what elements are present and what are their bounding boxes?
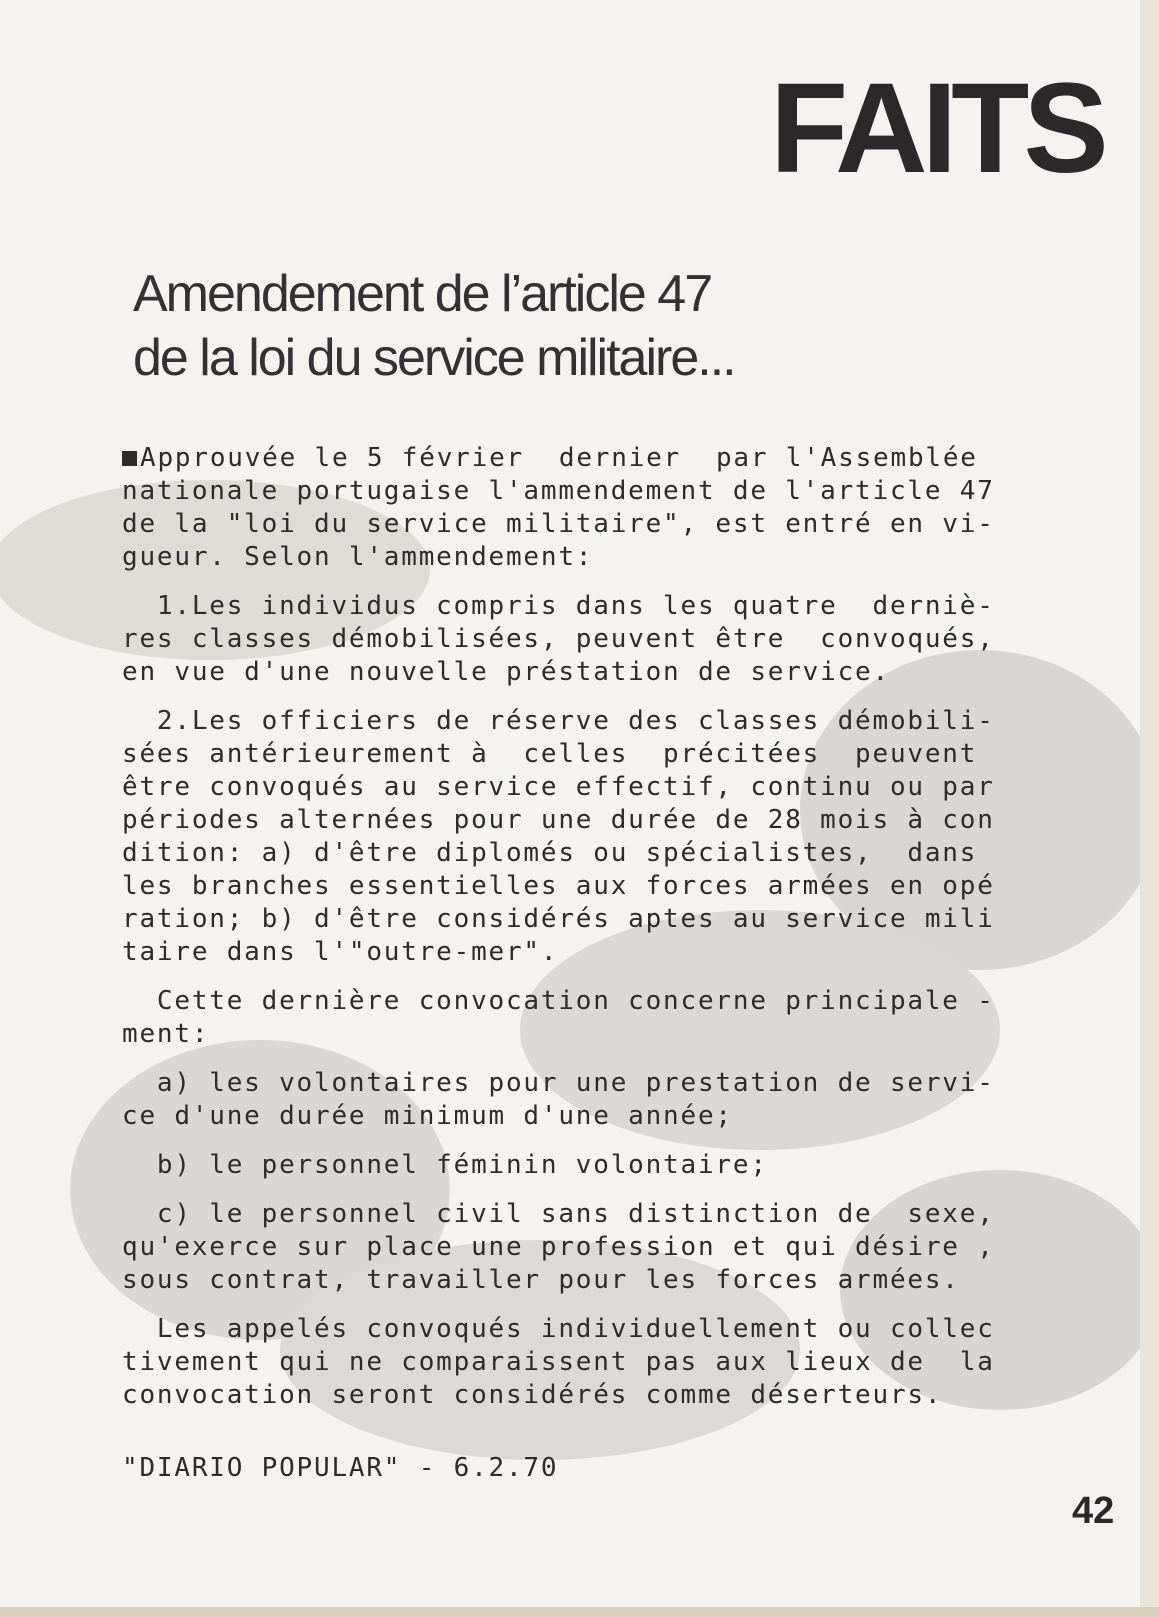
body-line: sées antérieurement à celles précitées peuvent	[122, 739, 978, 769]
body-line: b) le personnel féminin volontaire;	[122, 1150, 768, 1180]
page-edge	[1140, 0, 1159, 1617]
body-line: 1.Les individus compris dans les quatre derniè-	[122, 591, 995, 621]
body-line: ce d'une durée minimum d'une année;	[122, 1101, 733, 1131]
body-line: res classes démobilisées, peuvent être convoqués,	[122, 624, 995, 654]
body-line: dition: a) d'être diplomés ou spécialistes, dans	[122, 838, 978, 868]
body-line: c) le personnel civil sans distinction de sexe,	[122, 1199, 995, 1229]
body-line: tivement qui ne comparaissent pas aux lieux de la	[122, 1347, 995, 1377]
body-line: nationale portugaise l'ammendement de l'article 47	[122, 476, 995, 506]
body-line: qu'exerce sur place une profession et qui désire ,	[122, 1232, 995, 1262]
body-line: a) les volontaires pour une prestation de servi-	[122, 1068, 995, 1098]
body-line: ration; b) d'être considérés aptes au service mili	[122, 904, 995, 934]
article-title	[133, 262, 735, 390]
article-title-line-1: Amendement de l’article 47	[133, 265, 712, 323]
bottom-band	[0, 1607, 1159, 1617]
body-line: de la "loi du service militaire", est entré en vi-	[122, 509, 995, 539]
paragraph-1	[122, 442, 1122, 475]
article-body	[122, 442, 1122, 1485]
article-title-line-2: de la loi du service militaire...	[133, 329, 735, 387]
section-heading: FAITS	[770, 57, 1103, 200]
body-line: Approuvée le 5 février dernier par l'Assemblée	[140, 443, 978, 473]
body-line: gueur. Selon l'ammendement:	[122, 542, 594, 572]
body-line: 2.Les officiers de réserve des classes démobili-	[122, 706, 995, 736]
page-number: 42	[1072, 1490, 1115, 1532]
body-line: être convoqués au service effectif, continu ou par	[122, 772, 995, 802]
body-line: sous contrat, travailler pour les forces armées.	[122, 1265, 960, 1295]
bullet-icon	[122, 451, 137, 466]
body-line: périodes alternées pour une durée de 28 mois à con	[122, 805, 995, 835]
body-line: convocation seront considérés comme déserteurs.	[122, 1380, 943, 1410]
body-line: Cette dernière convocation concerne principale -	[122, 986, 995, 1016]
body-line: les branches essentielles aux forces armées en opé	[122, 871, 995, 901]
body-line: en vue d'une nouvelle préstation de service.	[122, 657, 890, 687]
body-line: ment:	[122, 1019, 210, 1049]
source-citation: "DIARIO POPULAR" - 6.2.70	[122, 1453, 559, 1483]
body-line: taire dans l'"outre-mer".	[122, 937, 559, 967]
body-line: Les appelés convoqués individuellement ou collec	[122, 1314, 995, 1344]
